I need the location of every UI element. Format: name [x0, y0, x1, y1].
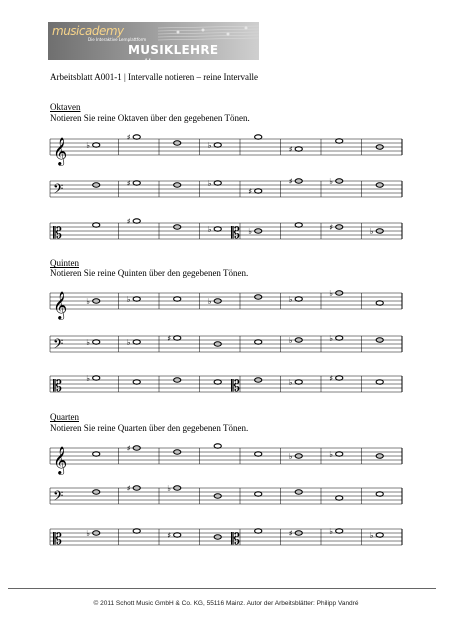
whole-note — [336, 496, 343, 500]
flat-icon: ♭ — [329, 289, 334, 298]
flat-icon: ♭ — [86, 529, 91, 538]
footer-copyright: © 2011 Schott Music GmbH & Co. KG, 55116 Mainz. Autor der Arbeitsblätter: Philipp Vandré — [93, 600, 359, 607]
bass-clef-icon: 𝄢 — [53, 488, 64, 507]
whole-note — [86, 297, 100, 306]
header-banner — [48, 22, 259, 71]
whole-note — [376, 380, 383, 384]
whole-note — [255, 135, 262, 139]
sharp-icon: ♯ — [329, 223, 334, 232]
flat-icon: ♭ — [207, 141, 212, 150]
staff-fourths-treble — [0, 440, 452, 476]
section-heading-fifths: Quinten — [50, 258, 79, 268]
whole-note — [86, 374, 100, 383]
flat-icon: ♭ — [288, 378, 293, 387]
sharp-icon: ♯ — [126, 217, 131, 226]
flat-icon: ♭ — [86, 338, 91, 347]
sharp-icon: ♯ — [248, 187, 253, 196]
whole-note — [255, 340, 262, 344]
whole-note — [127, 338, 141, 347]
worksheet-title: Arbeitsblatt A001-1 | Intervalle notieren – reine Intervalle — [50, 72, 258, 82]
whole-note — [127, 133, 141, 142]
logo-tagline: Die Interaktive Lernplattform — [88, 37, 147, 42]
flat-icon: ♭ — [369, 531, 374, 540]
treble-clef-icon: 𝄞 — [53, 137, 68, 165]
section-heading-octaves: Oktaven — [50, 102, 81, 112]
sharp-icon: ♯ — [288, 177, 293, 186]
whole-note — [336, 139, 343, 143]
alto-clef-icon: 𝄡 — [53, 376, 62, 395]
whole-note — [289, 336, 303, 345]
whole-note — [255, 452, 262, 456]
flat-icon: ♭ — [126, 338, 131, 347]
whole-note — [167, 334, 181, 343]
whole-note — [255, 529, 262, 533]
footer-divider — [8, 588, 436, 589]
staff-fourths-alto — [0, 521, 452, 557]
whole-note — [86, 529, 100, 538]
flat-icon: ♭ — [329, 177, 334, 186]
flat-icon: ♭ — [207, 297, 212, 306]
whole-note — [208, 225, 222, 234]
sharp-icon: ♯ — [126, 484, 131, 493]
whole-note — [329, 334, 343, 343]
flat-icon: ♭ — [207, 179, 212, 188]
staff-fifths-alto — [0, 368, 452, 404]
musicademy-logo[interactable]: musicademy — [52, 24, 124, 38]
bass-clef-icon: 𝄢 — [53, 181, 64, 200]
flat-icon: ♭ — [126, 295, 131, 304]
sharp-icon: ♯ — [167, 334, 172, 343]
staff-octaves-treble — [0, 131, 452, 167]
whole-note — [370, 531, 384, 540]
whole-note — [289, 295, 303, 304]
whole-note — [93, 223, 100, 227]
sharp-icon: ♯ — [126, 179, 131, 188]
alto-clef-icon: 𝄡 — [53, 529, 62, 548]
whole-note — [127, 179, 141, 188]
whole-note — [208, 179, 222, 188]
staff-fifths-treble — [0, 285, 452, 321]
tenor-clef-icon: 𝄡 — [231, 376, 240, 395]
flat-icon: ♭ — [329, 334, 334, 343]
flat-icon: ♭ — [288, 336, 293, 345]
whole-note — [289, 378, 303, 387]
flat-icon: ♭ — [329, 450, 334, 459]
bass-clef-icon: 𝄢 — [53, 336, 64, 355]
whole-note — [289, 529, 303, 538]
flat-icon: ♭ — [369, 227, 374, 236]
whole-note — [329, 289, 343, 298]
alto-clef-icon: 𝄡 — [53, 223, 62, 242]
section-instruction-fifths: Notieren Sie reine Quinten über den gegebenen Tönen. — [50, 268, 249, 278]
flat-icon: ♭ — [288, 452, 293, 461]
whole-note — [329, 177, 343, 186]
sharp-icon: ♯ — [126, 133, 131, 142]
section-instruction-fourths: Notieren Sie reine Quarten über den gegebenen Tönen. — [50, 423, 249, 433]
whole-note — [329, 223, 343, 232]
sharp-icon: ♯ — [329, 374, 334, 383]
banner-title — [128, 43, 259, 71]
whole-note — [127, 484, 141, 493]
whole-note — [127, 217, 141, 226]
whole-note — [167, 484, 181, 493]
flat-icon: ♭ — [167, 484, 172, 493]
whole-note — [208, 297, 222, 306]
whole-note — [329, 527, 343, 536]
whole-note — [289, 177, 303, 186]
sharp-icon: ♯ — [288, 529, 293, 538]
whole-note — [214, 380, 221, 384]
whole-note — [289, 145, 303, 154]
sharp-icon: ♯ — [167, 531, 172, 540]
whole-note — [376, 301, 383, 305]
whole-note — [214, 444, 221, 448]
whole-note — [86, 141, 100, 150]
section-instruction-octaves: Notieren Sie reine Oktaven über den gegebenen Tönen. — [50, 113, 250, 123]
whole-note — [133, 380, 140, 384]
whole-note — [329, 450, 343, 459]
whole-note — [127, 295, 141, 304]
whole-note — [167, 531, 181, 540]
sharp-icon: ♯ — [126, 444, 131, 453]
banner-title-bold: MUSIKLEHRE — [128, 43, 219, 57]
whole-note — [376, 492, 383, 496]
treble-clef-icon: 𝄞 — [53, 291, 68, 319]
whole-note — [289, 452, 303, 461]
whole-note — [86, 338, 100, 347]
staff-octaves-bass — [0, 173, 452, 209]
flat-icon: ♭ — [288, 295, 293, 304]
tenor-clef-icon: 𝄡 — [231, 223, 240, 242]
whole-note — [248, 187, 262, 196]
banner-title-italic: online — [128, 57, 167, 71]
flat-icon: ♭ — [329, 527, 334, 536]
sharp-icon: ♯ — [288, 145, 293, 154]
whole-note — [174, 297, 181, 301]
section-heading-fourths: Quarten — [50, 412, 79, 422]
whole-note — [248, 227, 262, 236]
flat-icon: ♭ — [207, 225, 212, 234]
whole-note — [295, 223, 302, 227]
flat-icon: ♭ — [86, 374, 91, 383]
tenor-clef-icon: 𝄡 — [231, 529, 240, 548]
staff-fifths-bass — [0, 328, 452, 364]
whole-note — [127, 444, 141, 453]
flat-icon: ♭ — [248, 227, 253, 236]
flat-icon: ♭ — [86, 297, 91, 306]
whole-note — [93, 452, 100, 456]
whole-note — [329, 374, 343, 383]
staff-fourths-bass — [0, 480, 452, 516]
whole-note — [208, 141, 222, 150]
treble-clef-icon: 𝄞 — [53, 446, 68, 474]
staff-octaves-alto — [0, 215, 452, 251]
whole-note — [370, 227, 384, 236]
whole-note — [255, 492, 262, 496]
whole-note — [133, 529, 140, 533]
flat-icon: ♭ — [86, 141, 91, 150]
